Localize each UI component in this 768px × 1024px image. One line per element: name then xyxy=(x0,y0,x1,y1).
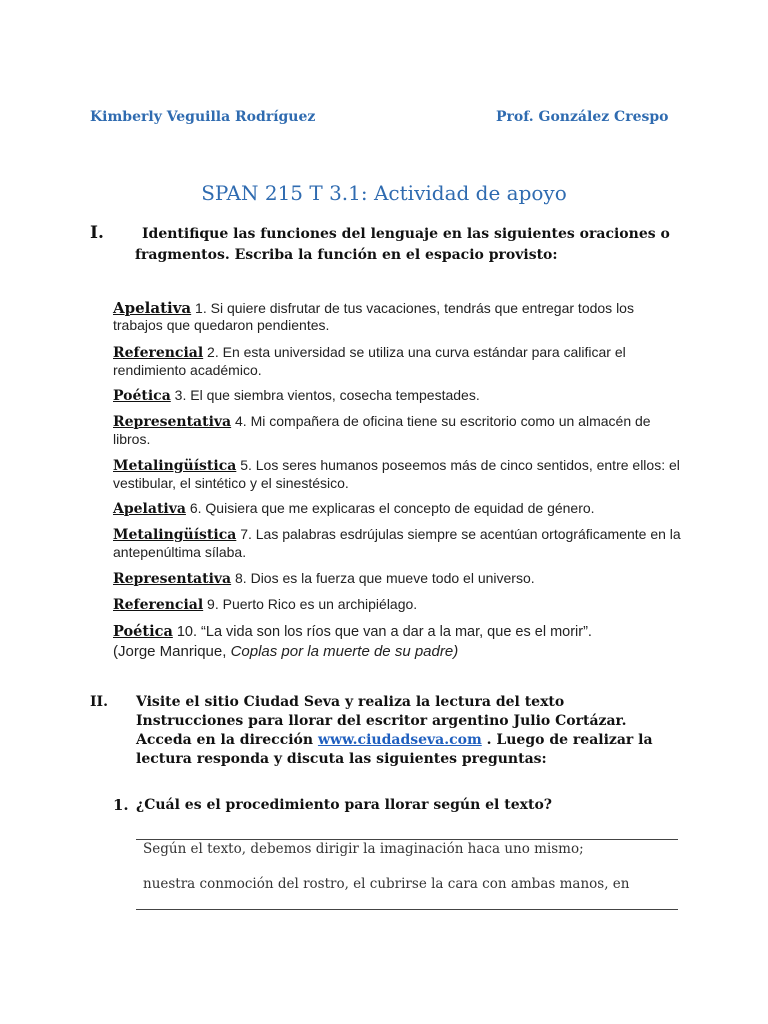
answer-label: Referencial xyxy=(113,345,204,361)
student-name: Kimberly Veguilla Rodríguez xyxy=(90,109,316,125)
answer-line-1: Según el texto, debemos dirigir la imaginación haca uno mismo; xyxy=(143,841,584,857)
item-text: 6. Quisiera que me explicaras el concepto de equidad de género. xyxy=(185,500,595,516)
section-1-instruction-line-1: Identifique las funciones del lenguaje en las siguientes oraciones o xyxy=(142,226,670,242)
list-item xyxy=(113,526,683,561)
item-text: 2. En esta universidad se utiliza una curva estándar para calificar el rendimiento académico. xyxy=(113,344,626,378)
section-2-line-1: Visite el sitio Ciudad Seva y realiza la lectura del texto xyxy=(136,694,565,710)
answer-label: Apelativa xyxy=(113,501,186,517)
address-suffix: . Luego de realizar la xyxy=(481,732,653,748)
item-text: 8. Dios es la fuerza que mueve todo el universo. xyxy=(231,570,535,586)
citation-title: Coplas por la muerte de su padre) xyxy=(230,643,459,660)
list-item xyxy=(113,387,683,405)
item-text: 3. El que siembra vientos, cosecha tempestades. xyxy=(170,387,480,403)
section-1-instruction-line-2: fragmentos. Escriba la función en el espacio provisto: xyxy=(135,247,558,263)
list-item xyxy=(113,570,683,588)
answer-line-2: nuestra conmoción del rostro, el cubrirse la cara con ambas manos, en xyxy=(143,876,630,892)
answer-label: Referencial xyxy=(113,597,204,613)
item-text: 5. Los seres humanos poseemos más de cinco sentidos, entre ellos: el vestibular, el sintético y el sinestésico. xyxy=(113,457,680,491)
list-item xyxy=(113,413,683,448)
item-text: 9. Puerto Rico es un archipiélago. xyxy=(203,596,418,612)
citation-author: (Jorge Manrique, xyxy=(113,643,231,660)
item-text: 1. Si quiere disfrutar de tus vacaciones, tendrás que entregar todos los trabajos que quedaron pendientes. xyxy=(113,300,634,333)
address-prefix: Acceda en la dirección xyxy=(136,732,318,748)
section-2-numeral: II. xyxy=(90,694,108,710)
answer-label: Metalingüística xyxy=(113,458,237,474)
list-item xyxy=(113,457,683,492)
list-item xyxy=(113,622,683,662)
answer-label: Poética xyxy=(113,623,173,640)
section-2-line-3 xyxy=(136,730,696,751)
item-text: 4. Mi compañera de oficina tiene su escritorio como un almacén de libros. xyxy=(113,413,651,447)
section-2-line-2: Instrucciones para llorar del escritor argentino Julio Cortázar. xyxy=(136,713,627,729)
professor-name: Prof. González Crespo xyxy=(496,109,669,125)
question-number: 1. xyxy=(113,796,129,814)
answer-bottom-rule xyxy=(136,909,678,910)
item-text: 10. “La vida son los ríos que van a dar a la mar, que es el morir”. xyxy=(172,624,592,640)
list-item xyxy=(113,596,683,614)
section-1-numeral: I. xyxy=(90,223,104,243)
section-2-line-4: lectura responda y discuta las siguientes preguntas: xyxy=(136,751,547,767)
answer-top-rule xyxy=(136,839,678,840)
answer-label: Representativa xyxy=(113,414,232,430)
list-item xyxy=(113,500,683,518)
answer-label: Apelativa xyxy=(113,299,192,317)
answer-label: Poética xyxy=(113,388,171,404)
answer-label: Representativa xyxy=(113,571,232,587)
item-text: 7. Las palabras esdrújulas siempre se acentúan ortográficamente en la antepenúltima sílaba. xyxy=(113,526,681,560)
ciudadseva-link[interactable]: www.ciudadseva.com xyxy=(317,732,482,748)
list-item xyxy=(113,344,683,379)
answer-label: Metalingüística xyxy=(113,527,237,543)
list-item xyxy=(113,300,683,334)
question-text: ¿Cuál es el procedimiento para llorar según el texto? xyxy=(136,797,552,813)
document-title: SPAN 215 T 3.1: Actividad de apoyo xyxy=(201,181,567,205)
